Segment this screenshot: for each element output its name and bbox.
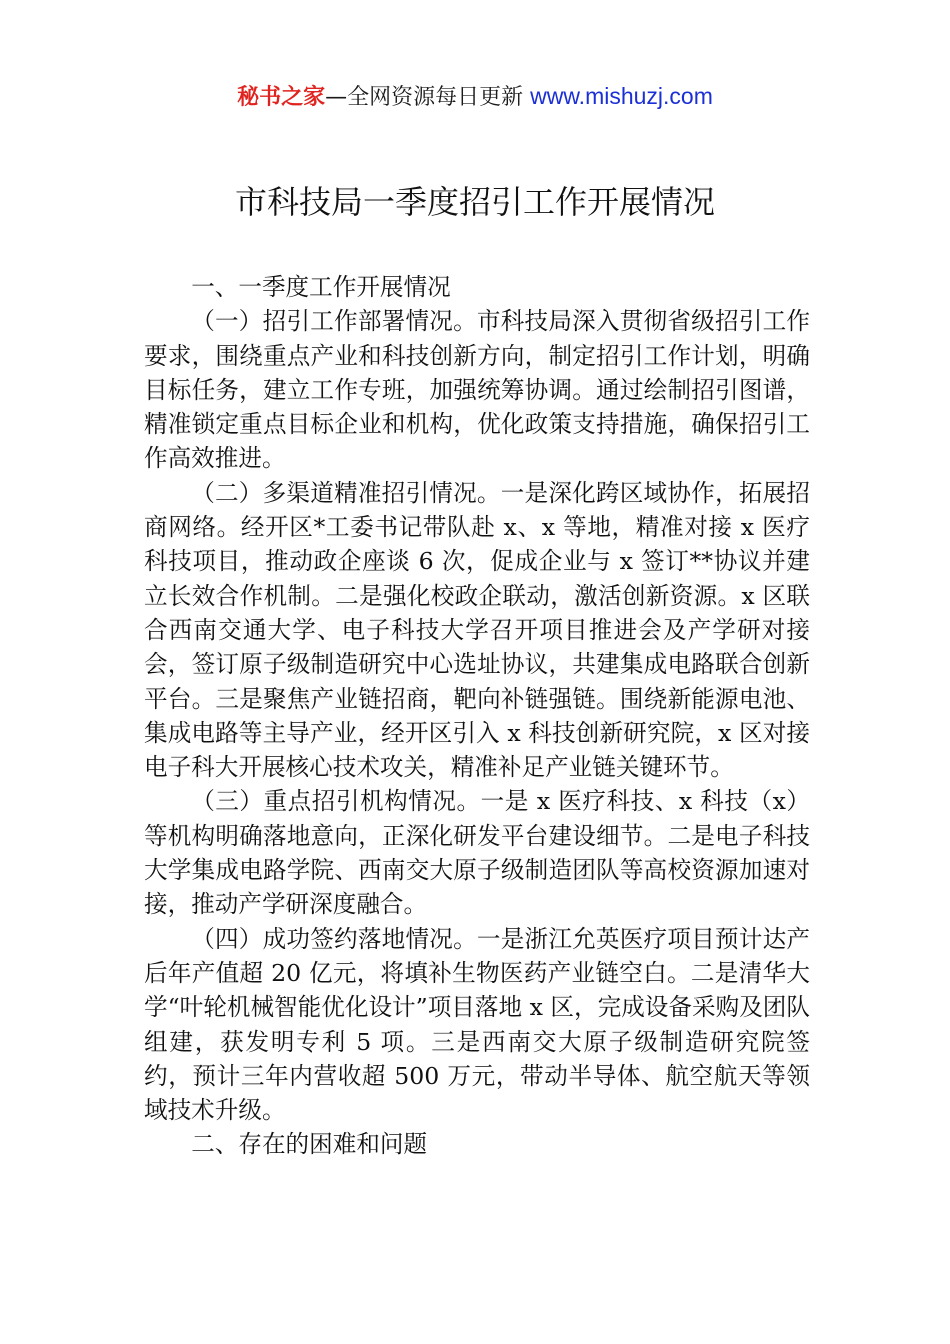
site-header [0,80,950,114]
document-title: 市科技局一季度招引工作开展情况 [234,183,715,221]
brand-name: 秘书之家 [237,85,326,110]
paragraph-key-institutions: （三）重点招引机构情况。一是 x 医疗科技、x 科技（x）等机构明确落地意向，正深化研发平台建设细节。二是电子科技大学集成电路学院、西南交大原子级制造团队等高校资源加速对接，推动产学研深度融合。 [144,787,810,919]
paragraph-signed-projects: （四）成功签约落地情况。一是浙江允英医疗项目预计达产后年产值超 20 亿元，将填补生物医药产业链空白。二是清华大学“叶轮机械智能优化设计”项目落地 x 区，完成设备采购及团队组建，获发明专利 5 项。三是西南交大原子级制造研究院签约，预计三年内营收超 500 万元，带动半导体、航空航天等领域技术升级。 [144,924,810,1125]
header-slogan: —全网资源每日更新 [325,85,524,110]
site-url[interactable]: www.mishuzj.com [530,83,713,109]
paragraph-multichannel: （二）多渠道精准招引情况。一是深化跨区域协作，拓展招商网络。经开区*工委书记带队赴 x、x 等地，精准对接 x 医疗科技项目，推动政企座谈 6 次，促成企业与 x 签订**协议并建立长效合作机制。二是强化校政企联动，激活创新资源。x 区联合西南交通大学、电子科技大学召开项目推进会及产学研对接会，签订原子级制造研究中心选址协议，共建集成电路联合创新平台。三是聚焦产业链招商，靶向补链强链。围绕新能源电池、集成电路等主导产业，经开区引入 x 科技创新研究院，x 区对接电子科大开展核心技术攻关，精准补足产业链关键环节。 [144,478,810,782]
document-body [144,270,810,1162]
paragraph-deployment: （一）招引工作部署情况。市科技局深入贯彻省级招引工作要求，围绕重点产业和科技创新方向，制定招引工作计划，明确目标任务，建立工作专班，加强统筹协调。通过绘制招引图谱，精准锁定重点目标企业和机构，优化政策支持措施，确保招引工作高效推进。 [144,307,810,473]
section-heading-2: 二、存在的困难和问题 [191,1130,428,1159]
section-heading-1: 一、一季度工作开展情况 [191,273,451,301]
